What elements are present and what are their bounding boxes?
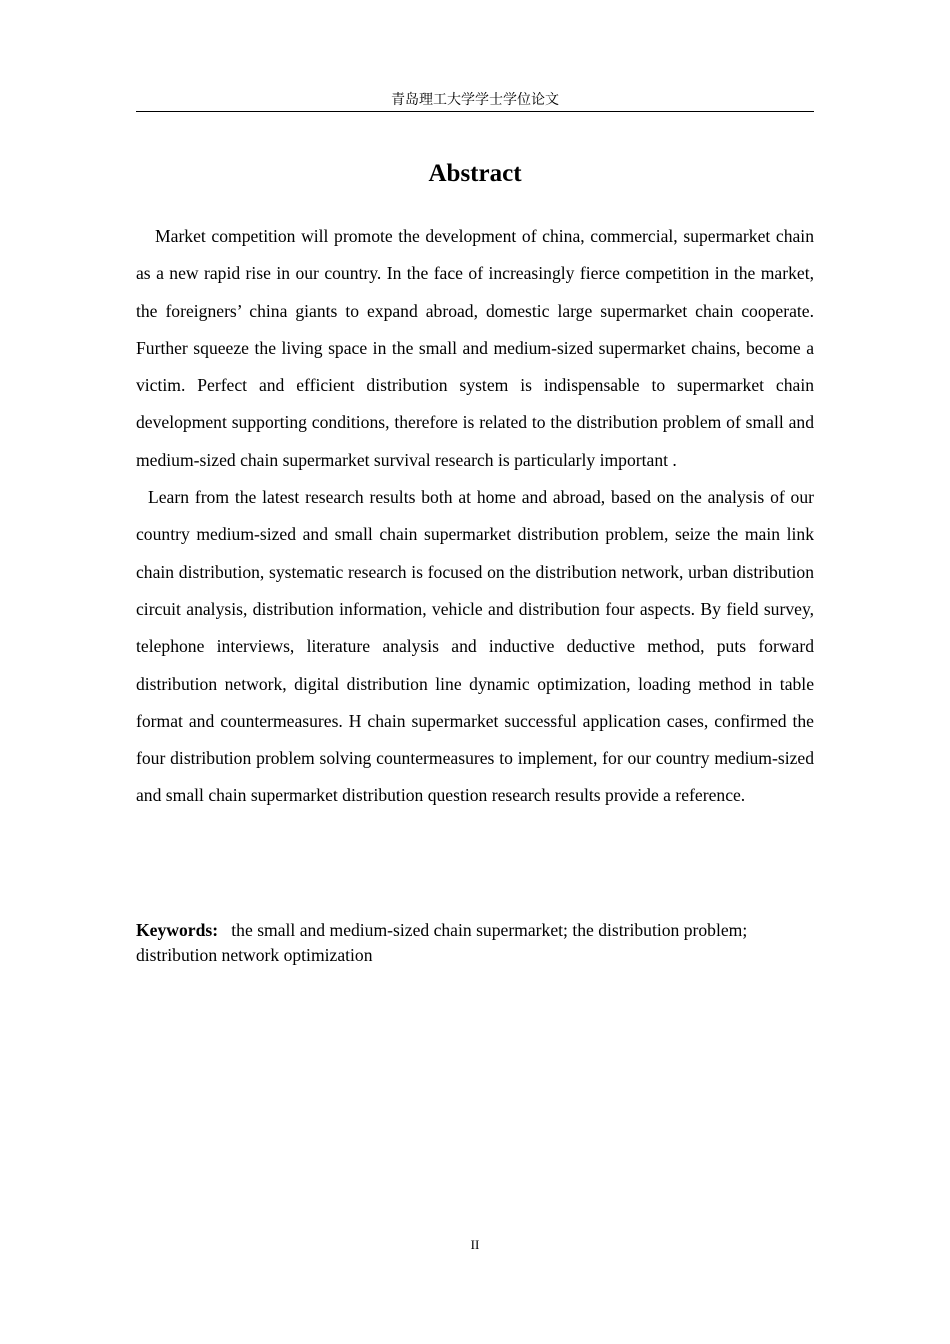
running-header: 青岛理工大学学士学位论文 [136, 90, 814, 112]
keywords-label: Keywords: [136, 920, 219, 940]
page-number: II [470, 1237, 480, 1252]
abstract-paragraph-1: Market competition will promote the development of china, commercial, supermarket chain as a new rapid rise in our country. In the face of increasingly fierce competition in the market, the foreigners’ china giants to expand abroad, domestic large supermarket chain cooperate. Further squeeze the living space in the small and medium-sized supermarket chains, become a victim. Perfect and efficient distribution system is indispensable to supermarket chain development supporting conditions, therefore is related to the distribution problem of small and medium-sized chain supermarket survival research is particularly important . [136, 226, 814, 470]
keywords-line [136, 918, 814, 968]
keywords-text: the small and medium-sized chain supermarket; the distribution problem; distribution network optimization [136, 920, 748, 965]
abstract-body [136, 218, 814, 815]
abstract-title: Abstract [428, 160, 522, 187]
abstract-paragraph-2: Learn from the latest research results both at home and abroad, based on the analysis of our country medium-sized and small chain supermarket distribution problem, seize the main link chain distribution, systematic research is focused on the distribution network, urban distribution circuit analysis, distribution information, vehicle and distribution four aspects. By field survey, telephone interviews, literature analysis and inductive deductive method, puts forward distribution network, digital distribution line dynamic optimization, loading method in table format and countermeasures. H chain supermarket successful application cases, confirmed the four distribution problem solving countermeasures to implement, for our country medium-sized and small chain supermarket distribution question research results provide a reference. [136, 487, 814, 806]
